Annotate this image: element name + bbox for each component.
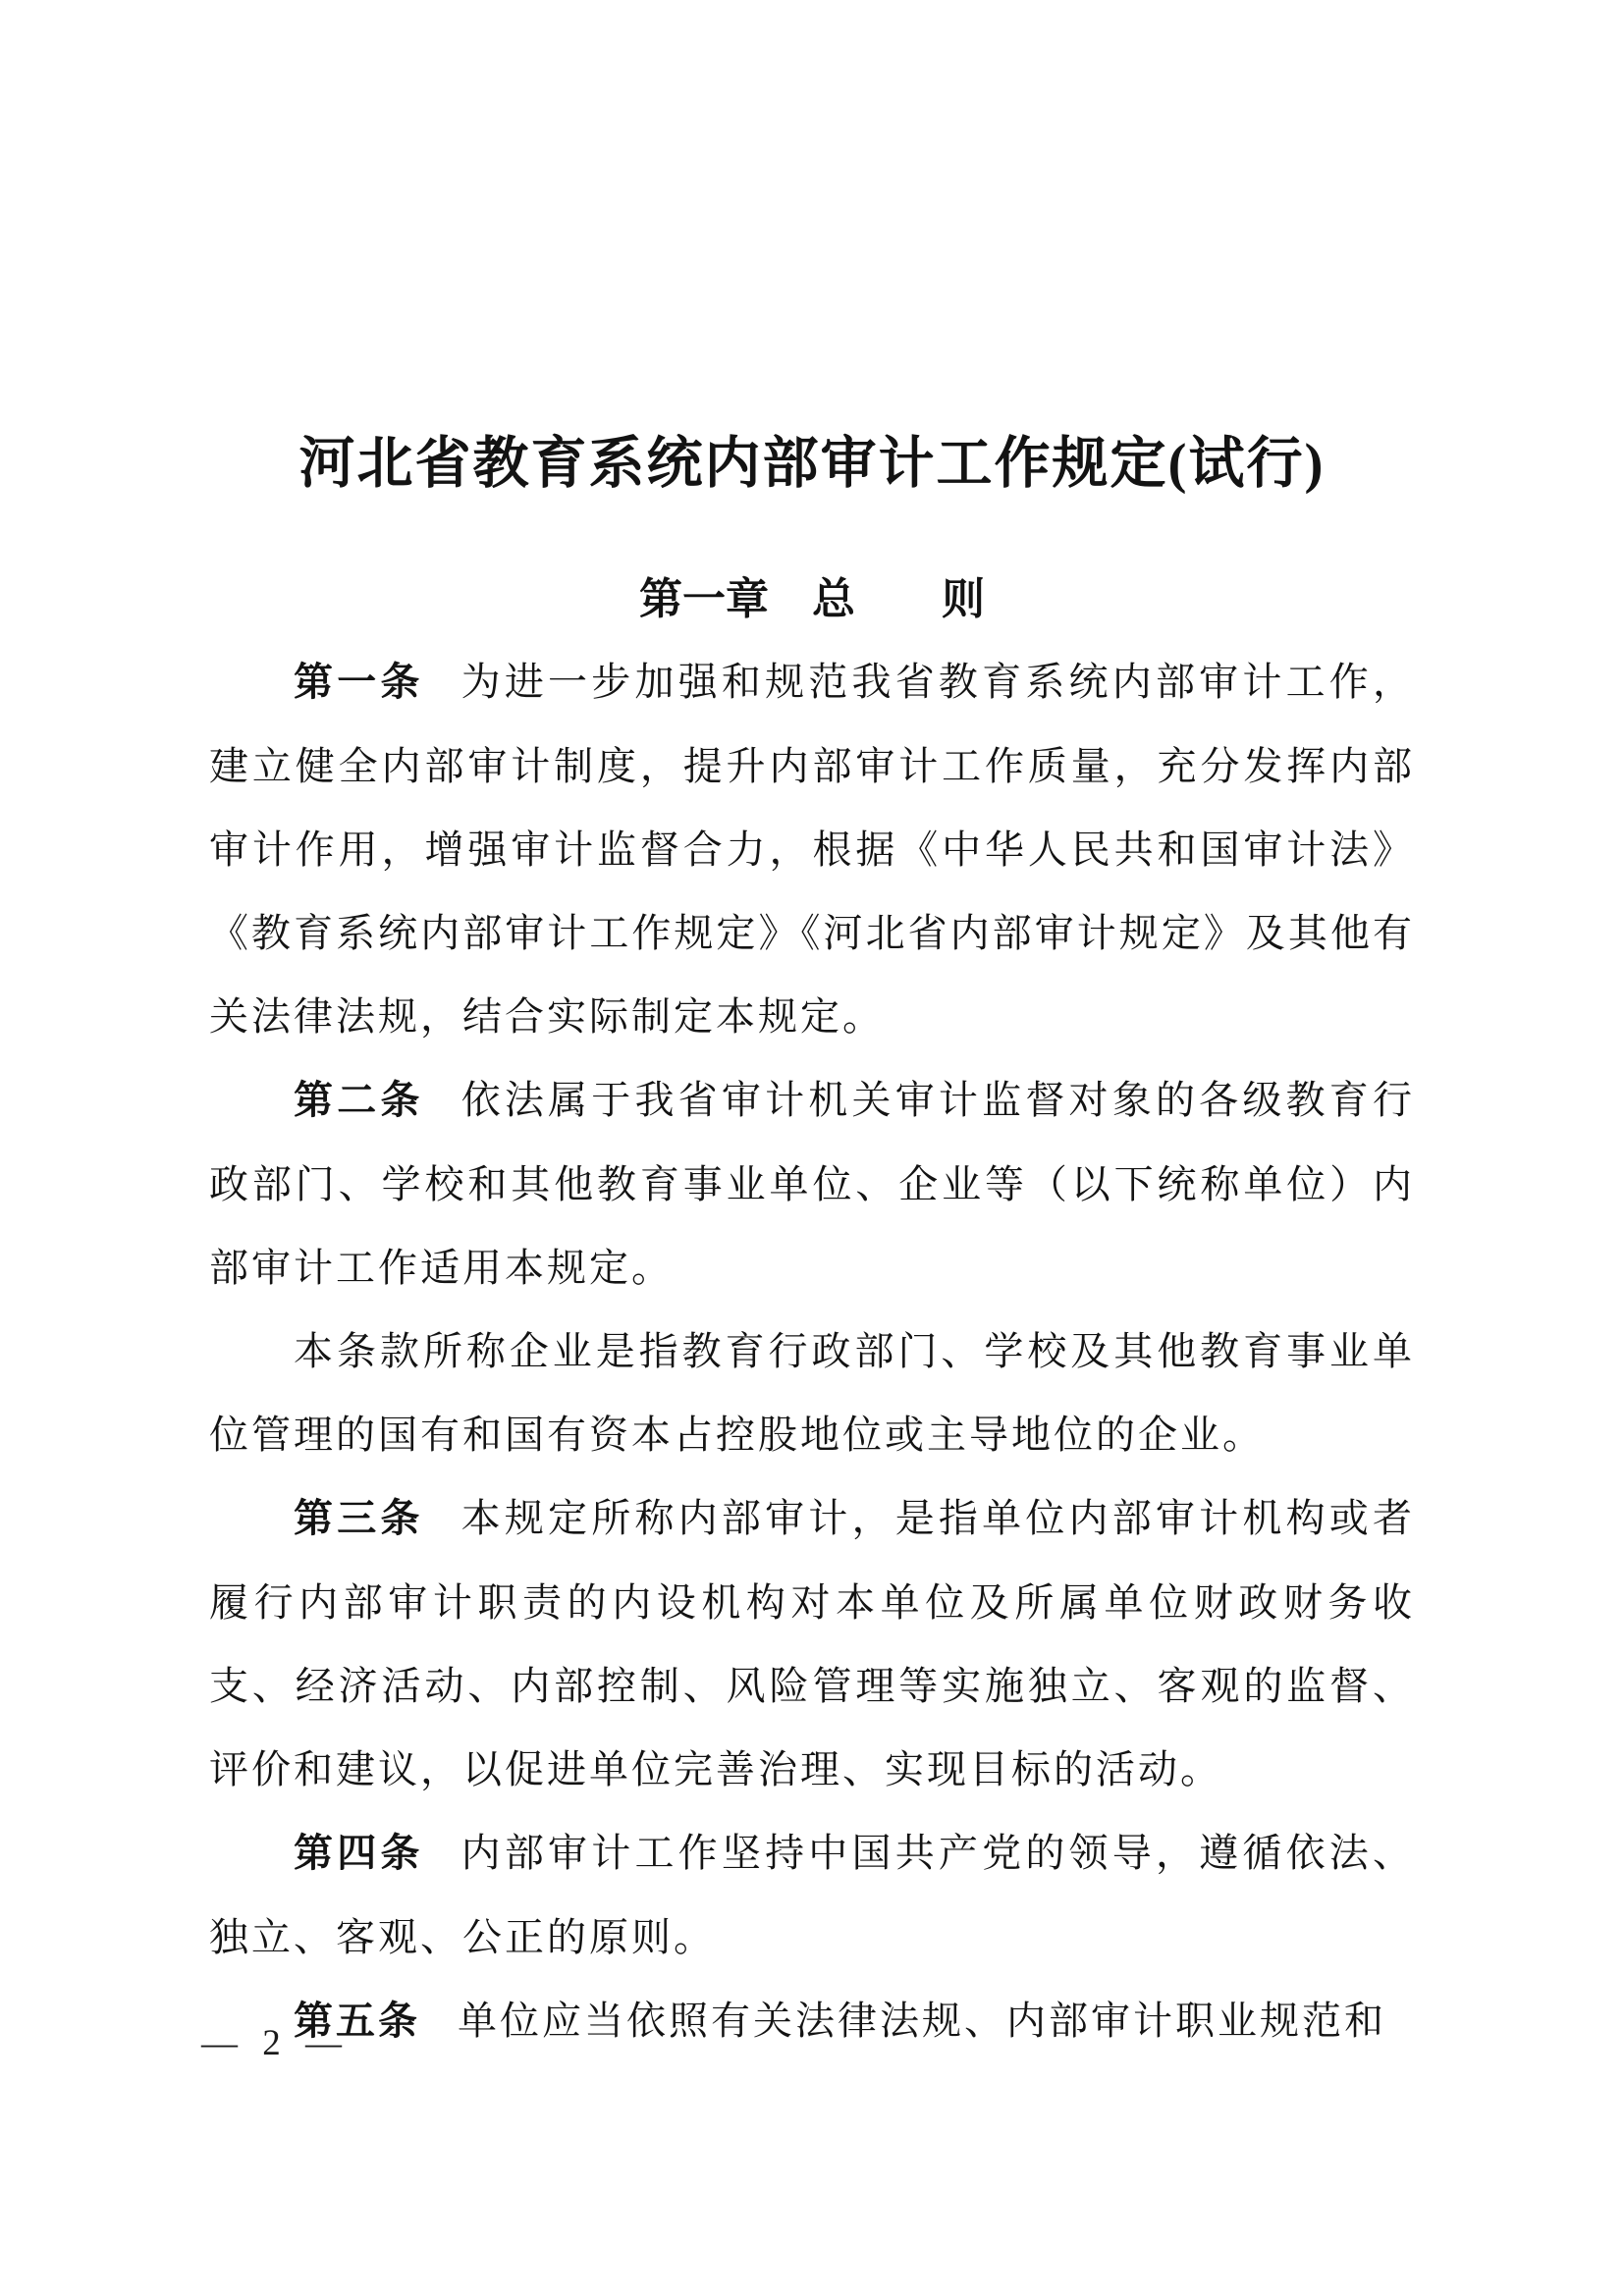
- article-label: 第二条: [294, 1079, 424, 1122]
- article-label: 第五条: [294, 2000, 420, 2043]
- paragraph-text: 本规定所称内部审计，是指单位内部审计机构或者履行内部审计职责的内设机构对本单位及所属单位财政财务收支、经济活动、内部控制、风险管理等实施独立、客观的监督、评价和建议，以促进单位完善治理、实现目标的活动。: [209, 1496, 1415, 1791]
- paragraph-text: 依法属于我省审计机关审计监督对象的各级教育行政部门、学校和其他教育事业单位、企业等（以下统称单位）内部审计工作适用本规定。: [209, 1078, 1415, 1290]
- paragraph-article-5: [209, 1979, 1415, 2063]
- paragraph-text: 内部审计工作坚持中国共产党的领导，遵循依法、独立、客观、公正的原则。: [209, 1831, 1415, 1959]
- paragraph-text: 为进一步加强和规范我省教育系统内部审计工作，建立健全内部审计制度，提升内部审计工作质量，充分发挥内部审计作用，增强审计监督合力，根据《中华人民共和国审计法》《教育系统内部审计工作规定》《河北省内部审计规定》及其他有关法律法规，结合实际制定本规定。: [209, 660, 1415, 1039]
- paragraph-article-2: [209, 1058, 1415, 1309]
- paragraph-article-1: [209, 640, 1415, 1058]
- page-number: — 2 —: [201, 2023, 350, 2063]
- document-title: 河北省教育系统内部审计工作规定(试行): [298, 433, 1326, 495]
- chapter-heading: 第一章 总 则: [639, 575, 985, 623]
- paragraph-text: 本条款所称企业是指教育行政部门、学校及其他教育事业单位管理的国有和国有资本占控股地位或主导地位的企业。: [209, 1329, 1415, 1457]
- article-label: 第四条: [294, 1832, 424, 1875]
- paragraph-article-4: [209, 1811, 1415, 1979]
- paragraph-text: 单位应当依照有关法律法规、内部审计职业规范和: [458, 1999, 1386, 2043]
- document-body: [209, 640, 1415, 2063]
- paragraph-article-3: [209, 1476, 1415, 1811]
- article-label: 第三条: [294, 1497, 424, 1540]
- article-label: 第一条: [294, 661, 424, 704]
- paragraph-article-2-supplement: [209, 1309, 1415, 1476]
